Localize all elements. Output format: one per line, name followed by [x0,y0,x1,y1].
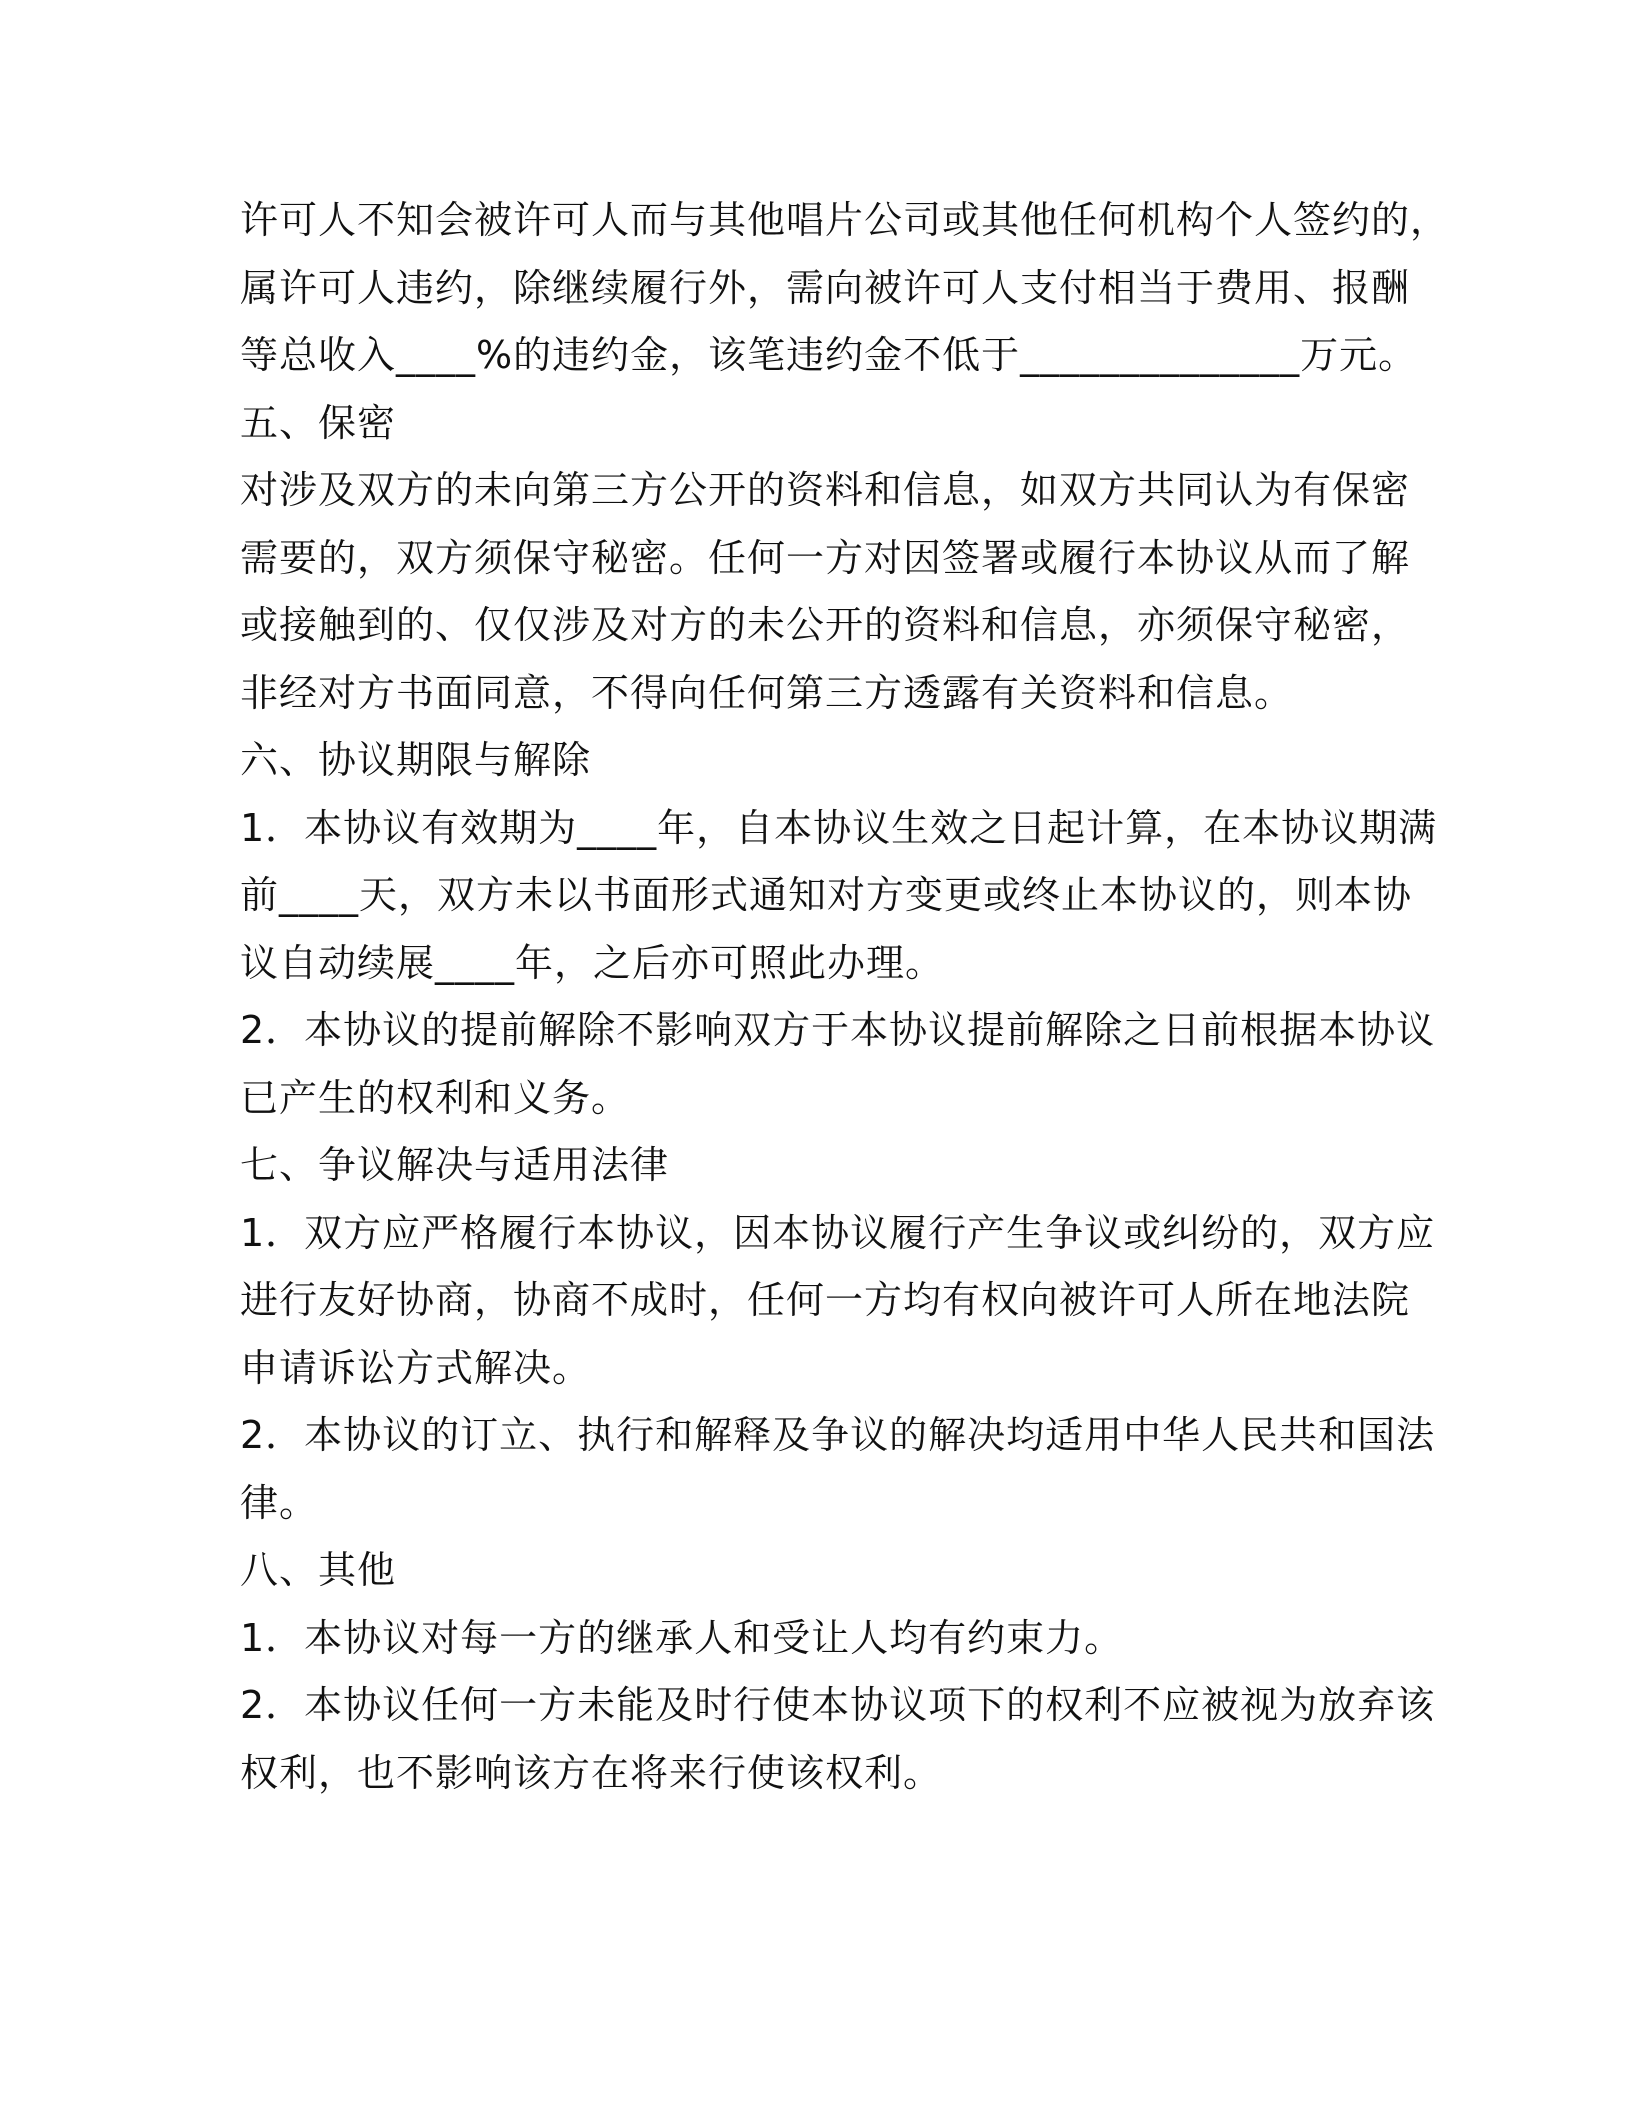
section-heading: 八、其他 [240,1548,397,1592]
text-line: 2．本协议的提前解除不影响双方于本协议提前解除之日前根据本协议 [240,1008,1436,1052]
text-line: 1．双方应严格履行本协议，因本协议履行产生争议或纠纷的，双方应 [240,1210,1436,1255]
text-line: 对涉及双方的未向第三方公开的资料和信息，如双方共同认为有保密 [240,468,1411,512]
text-line: 属许可人违约，除继续履行外，需向被许可人支付相当于费用、报酬 [240,265,1411,310]
text-line: 2．本协议任何一方未能及时行使本协议项下的权利不应被视为放弃该 [240,1683,1436,1727]
text-line: 已产生的权利和义务。 [240,1075,631,1120]
text-line: 1．本协议有效期为____年，自本协议生效之日起计算，在本协议期满 [240,805,1438,850]
text-line: 需要的，双方须保守秘密。任何一方对因签署或履行本协议从而了解 [240,535,1411,580]
text-line: 许可人不知会被许可人而与其他唱片公司或其他任何机构个人签约的， [240,198,1450,242]
text-line: 进行友好协商，协商不成时，任何一方均有权向被许可人所在地法院 [240,1278,1411,1322]
text-line: 1．本协议对每一方的继承人和受让人均有约束力。 [240,1615,1124,1660]
section-heading: 七、争议解决与适用法律 [240,1143,670,1187]
text-line: 申请诉讼方式解决。 [240,1345,592,1390]
text-line: 权利，也不影响该方在将来行使该权利。 [240,1750,943,1795]
document-body [240,187,1450,1807]
text-line: 等总收入____%的违约金，该笔违约金不低于______________万元。 [240,333,1418,377]
text-line: 前____天，双方未以书面形式通知对方变更或终止本协议的，则本协 [240,873,1413,917]
text-line: 非经对方书面同意，不得向任何第三方透露有关资料和信息。 [240,670,1294,715]
text-line: 或接触到的、仅仅涉及对方的未公开的资料和信息，亦须保守秘密， [240,603,1411,647]
section-heading: 五、保密 [240,400,397,445]
text-line: 议自动续展____年，之后亦可照此办理。 [240,940,945,985]
text-line: 律。 [240,1480,319,1525]
section-heading: 六、协议期限与解除 [240,738,592,782]
text-line: 2．本协议的订立、执行和解释及争议的解决均适用中华人民共和国法 [240,1413,1436,1457]
